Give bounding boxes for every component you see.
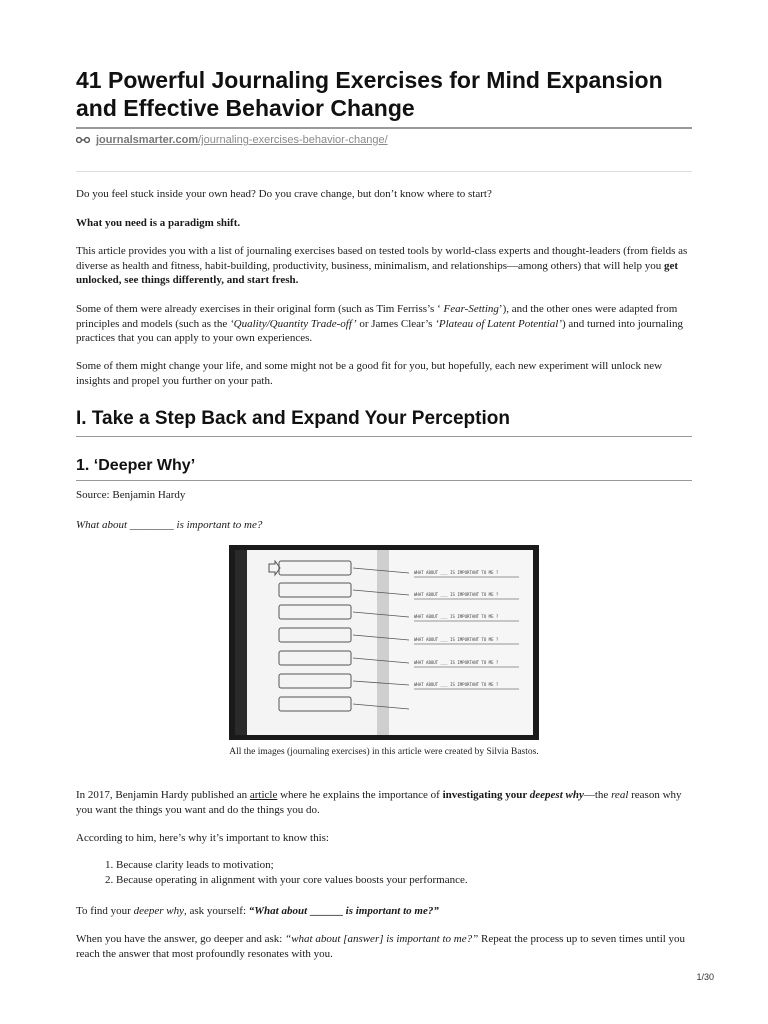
question-blank: ______ <box>309 905 343 917</box>
journal-illustration <box>229 545 539 740</box>
intro-p4-text-b: ’), and the other ones were adapted from principles and models (such as the <box>76 303 678 330</box>
intro-p3-bold: get unlocked, see things differently, and start fresh. <box>76 259 679 286</box>
source-domain: journalsmarter.com <box>96 134 199 146</box>
link-icon <box>76 135 90 145</box>
intro-paragraph-5: Some of them might change your life, and some might not be a good fit for you, but hopefully, each new experiment will unlock new insights and propel you further on your path. <box>76 360 663 387</box>
page-number: 1/30 <box>696 972 714 982</box>
intro-p4-text-a: Some of them were already exercises in their original form (such as Tim Ferriss’s ‘ <box>76 303 444 315</box>
real-text: real <box>611 789 629 801</box>
figure-line-6: WHAT ABOUT ___ IS IMPORTANT TO ME ? <box>414 682 499 687</box>
header-divider <box>76 171 692 172</box>
body-p3-text-b: , ask yourself: <box>184 905 249 917</box>
body-p1-bold: investigating your <box>442 789 530 801</box>
body-p1-text-d: reason why you want the things you want and do the things you do. <box>76 789 682 816</box>
body-paragraph-4 <box>76 932 692 961</box>
figure-line-2: WHAT ABOUT ___ IS IMPORTANT TO ME ? <box>414 592 499 597</box>
question-text-a: “What about <box>248 905 310 917</box>
journal-drawing <box>229 545 539 740</box>
body-paragraph-2: According to him, here’s why it’s important to know this: <box>76 832 329 844</box>
body-p4-text-a: When you have the answer, go deeper and ask: <box>76 933 286 945</box>
deeper-why-text: deeper why <box>133 905 184 917</box>
source-path: /journaling-exercises-behavior-change/ <box>198 134 388 146</box>
body-p4-text-b: Repeat the process up to seven times until you reach the answer that most profoundly resonates with you. <box>76 933 686 960</box>
section-heading: I. Take a Step Back and Expand Your Perception <box>76 408 510 429</box>
body-p1-text-a: In 2017, Benjamin Hardy published an <box>76 789 250 801</box>
subsection-divider <box>76 480 692 481</box>
source-credit: Source: Benjamin Hardy <box>76 489 186 501</box>
figure-line-5: WHAT ABOUT ___ IS IMPORTANT TO ME ? <box>414 660 499 665</box>
subsection-heading: 1. ‘Deeper Why’ <box>76 457 196 474</box>
followup-question: “what about [answer] is important to me?” <box>285 933 479 945</box>
page-title: 41 Powerful Journaling Exercises for Mind Expansion and Effective Behavior Change <box>76 67 663 121</box>
figure-line-1: WHAT ABOUT ___ IS IMPORTANT TO ME ? <box>414 570 499 575</box>
body-paragraph-3 <box>76 904 692 919</box>
quality-quantity-text: ‘Quality/Quantity Trade-off’ <box>229 317 357 330</box>
intro-p3-text: This article provides you with a list of journaling exercises based on tested tools by world-class experts and thought-leaders (from fields as diverse as health and fitness, habit-building, productivity, business, minimalism, and relationships—among others) that will help you <box>76 245 688 272</box>
latent-potential-text: ‘Plateau of Latent Potential’ <box>435 317 562 330</box>
list-item: 2. Because operating in alignment with your core values boosts your performance. <box>116 873 716 888</box>
figure-line-3: WHAT ABOUT ___ IS IMPORTANT TO ME ? <box>414 614 499 619</box>
intro-paragraph-1: Do you feel stuck inside your own head? Do you crave change, but don’t know where to start? <box>76 188 492 200</box>
title-divider <box>76 127 692 129</box>
intro-p4-text-c: or James Clear’s <box>356 317 436 330</box>
source-url[interactable] <box>96 134 388 146</box>
question-text-b: is important to me?” <box>342 905 439 917</box>
intro-paragraph-3 <box>76 244 692 288</box>
source-link-row[interactable] <box>76 133 388 147</box>
body-paragraph-1 <box>76 788 692 817</box>
deepest-why-text: deepest why <box>529 789 584 801</box>
reasons-list <box>76 858 716 888</box>
intro-paragraph-2 <box>76 216 692 231</box>
figure-caption: All the images (journaling exercises) in this article were created by Silvia Bastos. <box>229 747 539 757</box>
intro-paragraph-4 <box>76 302 692 346</box>
body-p1-text-c: —the <box>583 789 612 801</box>
section-divider <box>76 436 692 437</box>
fear-setting-text: Fear-Setting <box>443 303 499 315</box>
list-item: 1. Because clarity leads to motivation; <box>116 858 716 873</box>
body-p1-text-b: where he explains the importance of <box>277 789 443 801</box>
intro-p4-text-d: ) and turned into journaling practices that you can apply to your own experiences. <box>76 317 683 344</box>
body-p3-text-a: To find your <box>76 905 134 917</box>
exercise-prompt: What about ________ is important to me? <box>76 519 263 531</box>
figure-line-4: WHAT ABOUT ___ IS IMPORTANT TO ME ? <box>414 637 499 642</box>
article-link[interactable]: article <box>249 789 278 801</box>
paradigm-shift-text: What you need is a paradigm shift. <box>76 217 241 229</box>
